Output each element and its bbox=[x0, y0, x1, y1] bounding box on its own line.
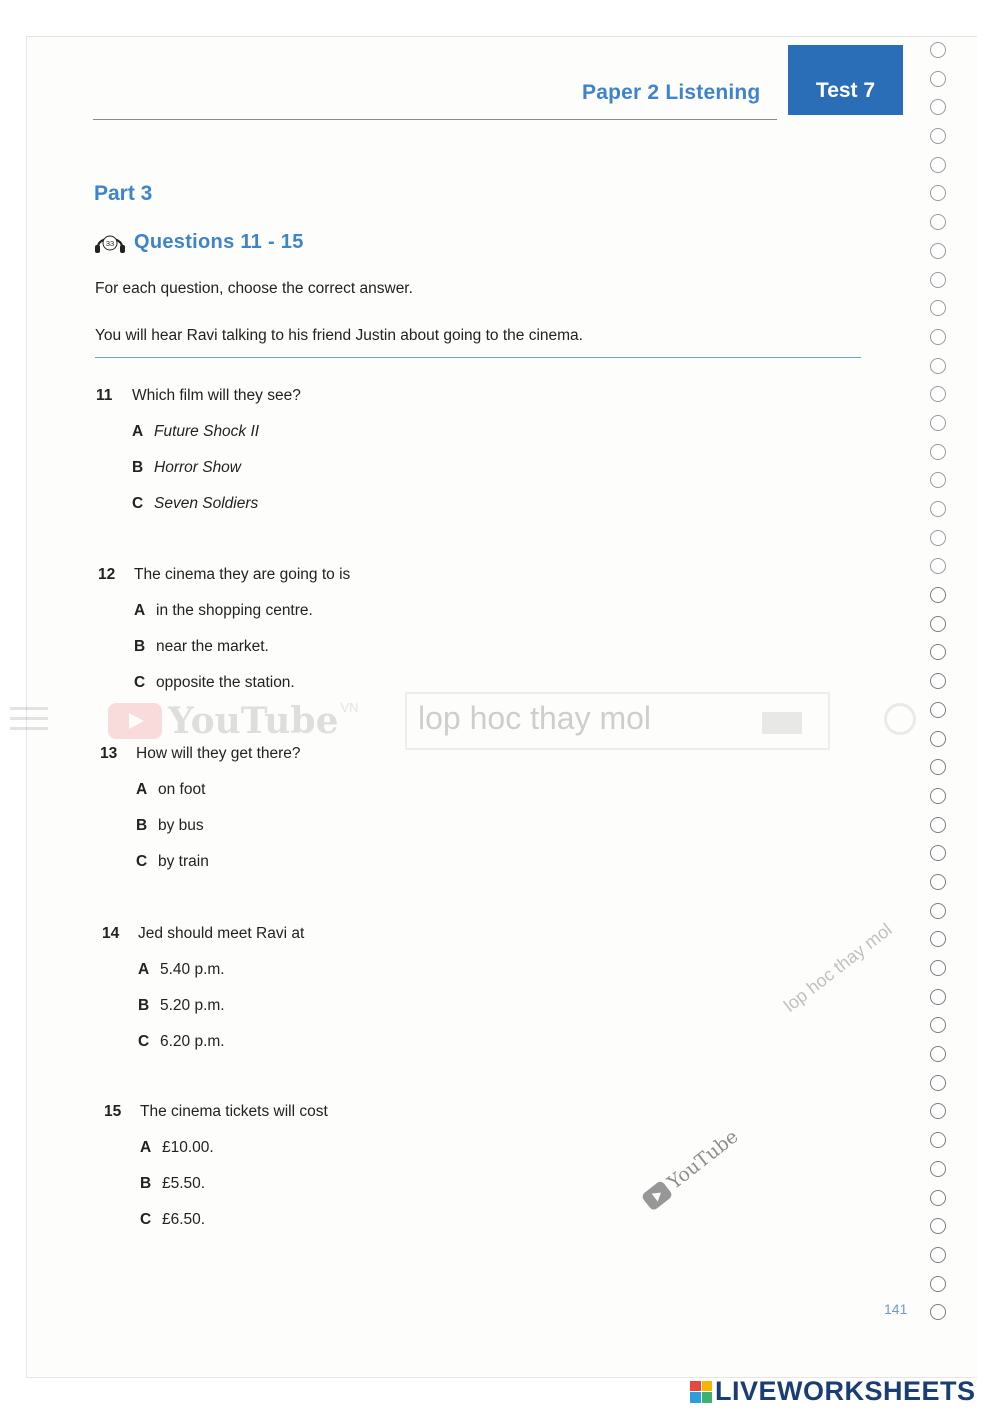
option-text: £5.50. bbox=[162, 1175, 206, 1192]
binding-ring bbox=[930, 157, 946, 173]
question-stem: Jed should meet Ravi at bbox=[138, 925, 305, 942]
question-number: 13 bbox=[100, 745, 118, 762]
option-b[interactable] bbox=[136, 817, 301, 853]
question-number: 12 bbox=[98, 566, 116, 583]
option-c[interactable] bbox=[140, 1211, 328, 1247]
keyboard-icon bbox=[762, 712, 802, 734]
binding-ring bbox=[930, 960, 946, 976]
binding-ring bbox=[930, 1276, 946, 1292]
diagonal-watermark-text: lop hoc thay mol bbox=[780, 919, 896, 1016]
binding-ring bbox=[930, 1017, 946, 1033]
question-number: 15 bbox=[104, 1103, 122, 1120]
option-letter: C bbox=[138, 1033, 150, 1050]
option-text: £10.00. bbox=[162, 1139, 214, 1156]
instruction-line: For each question, choose the correct answer. bbox=[95, 280, 413, 297]
question-number: 14 bbox=[102, 925, 120, 942]
binding-ring bbox=[930, 644, 946, 660]
binding-ring bbox=[930, 587, 946, 603]
binding-ring bbox=[930, 300, 946, 316]
option-letter: B bbox=[134, 638, 146, 655]
question-stem: Which film will they see? bbox=[132, 387, 301, 404]
headphones-audio-icon[interactable] bbox=[94, 229, 126, 255]
binding-ring bbox=[930, 1218, 946, 1234]
option-letter: C bbox=[140, 1211, 152, 1228]
option-text: 5.40 p.m. bbox=[160, 961, 225, 978]
binding-ring bbox=[930, 1190, 946, 1206]
option-text: £6.50. bbox=[162, 1211, 206, 1228]
liveworksheets-brand[interactable] bbox=[690, 1376, 976, 1407]
option-b[interactable] bbox=[138, 997, 304, 1033]
binding-ring bbox=[930, 903, 946, 919]
option-text: in the shopping centre. bbox=[156, 602, 313, 619]
option-text: opposite the station. bbox=[156, 674, 295, 691]
option-text: near the market. bbox=[156, 638, 269, 655]
binding-ring bbox=[930, 1161, 946, 1177]
question-13 bbox=[100, 745, 301, 889]
binding-ring bbox=[930, 1132, 946, 1148]
binding-ring bbox=[930, 272, 946, 288]
option-b[interactable] bbox=[134, 638, 350, 674]
context-line: You will hear Ravi talking to his friend Justin about going to the cinema. bbox=[95, 327, 583, 344]
question-14 bbox=[102, 925, 304, 1069]
binding-ring bbox=[930, 874, 946, 890]
option-a[interactable] bbox=[134, 602, 350, 638]
binding-ring bbox=[930, 731, 946, 747]
option-text: Horror Show bbox=[154, 459, 241, 476]
option-c[interactable] bbox=[132, 495, 301, 531]
binding-ring bbox=[930, 1075, 946, 1091]
binding-ring bbox=[930, 931, 946, 947]
option-letter: A bbox=[138, 961, 150, 978]
section-title: Paper 2 Listening bbox=[582, 81, 761, 104]
binding-ring bbox=[930, 415, 946, 431]
option-letter: C bbox=[132, 495, 144, 512]
binding-ring bbox=[930, 673, 946, 689]
youtube-logo-text: YouTube bbox=[663, 1125, 743, 1194]
binding-ring bbox=[930, 1046, 946, 1062]
question-stem: The cinema tickets will cost bbox=[140, 1103, 328, 1120]
option-a[interactable] bbox=[136, 781, 301, 817]
binding-ring bbox=[930, 845, 946, 861]
question-stem: How will they get there? bbox=[136, 745, 301, 762]
option-letter: B bbox=[136, 817, 148, 834]
test-tab: Test 7 bbox=[788, 45, 903, 115]
option-b[interactable] bbox=[140, 1175, 328, 1211]
search-icon bbox=[884, 703, 916, 735]
binding-ring bbox=[930, 329, 946, 345]
option-text: Seven Soldiers bbox=[154, 495, 259, 512]
part-title: Part 3 bbox=[94, 182, 153, 205]
option-letter: C bbox=[134, 674, 146, 691]
spiral-binding bbox=[930, 42, 952, 1333]
binding-ring bbox=[930, 558, 946, 574]
binding-ring bbox=[930, 99, 946, 115]
menu-icon bbox=[10, 707, 48, 737]
option-text: on foot bbox=[158, 781, 206, 798]
question-11 bbox=[96, 387, 301, 531]
binding-ring bbox=[930, 243, 946, 259]
binding-ring bbox=[930, 530, 946, 546]
option-letter: A bbox=[134, 602, 146, 619]
youtube-logo-text: YouTube bbox=[168, 700, 339, 742]
option-letter: C bbox=[136, 853, 148, 870]
binding-ring bbox=[930, 989, 946, 1005]
youtube-watermark bbox=[108, 700, 359, 742]
binding-ring bbox=[930, 185, 946, 201]
binding-ring bbox=[930, 1247, 946, 1263]
binding-ring bbox=[930, 501, 946, 517]
option-text: by train bbox=[158, 853, 209, 870]
option-text: 6.20 p.m. bbox=[160, 1033, 225, 1050]
youtube-play-icon bbox=[108, 703, 162, 739]
option-text: Future Shock II bbox=[154, 423, 260, 440]
question-15 bbox=[104, 1103, 328, 1247]
liveworksheets-logo-icon bbox=[690, 1381, 712, 1403]
option-letter: A bbox=[132, 423, 144, 440]
page-number: 141 bbox=[884, 1301, 908, 1317]
option-letter: A bbox=[140, 1139, 152, 1156]
header-divider bbox=[93, 119, 777, 120]
binding-ring bbox=[930, 788, 946, 804]
audio-track-number: 33 bbox=[105, 239, 115, 248]
option-letter: A bbox=[136, 781, 148, 798]
option-c[interactable] bbox=[136, 853, 301, 889]
question-stem: The cinema they are going to is bbox=[134, 566, 351, 583]
brand-name: LIVEWORKSHEETS bbox=[715, 1376, 976, 1406]
binding-ring bbox=[930, 71, 946, 87]
question-number: 11 bbox=[96, 387, 113, 404]
option-a[interactable] bbox=[138, 961, 304, 997]
option-text: 5.20 p.m. bbox=[160, 997, 225, 1014]
question-12 bbox=[98, 566, 350, 710]
option-text: by bus bbox=[158, 817, 204, 834]
binding-ring bbox=[930, 1304, 946, 1320]
option-letter: B bbox=[140, 1175, 152, 1192]
binding-ring bbox=[930, 472, 946, 488]
binding-ring bbox=[930, 616, 946, 632]
binding-ring bbox=[930, 759, 946, 775]
binding-ring bbox=[930, 128, 946, 144]
binding-ring bbox=[930, 817, 946, 833]
search-watermark-text: lop hoc thay mol bbox=[418, 700, 652, 736]
binding-ring bbox=[930, 358, 946, 374]
option-letter: B bbox=[132, 459, 144, 476]
questions-title: Questions 11 - 15 bbox=[134, 230, 304, 253]
binding-ring bbox=[930, 444, 946, 460]
instructions-divider bbox=[95, 357, 861, 358]
binding-ring bbox=[930, 214, 946, 230]
option-b[interactable] bbox=[132, 459, 301, 495]
questions-heading bbox=[94, 229, 304, 255]
binding-ring bbox=[930, 42, 946, 58]
binding-ring bbox=[930, 386, 946, 402]
option-letter: B bbox=[138, 997, 150, 1014]
option-a[interactable] bbox=[140, 1139, 328, 1175]
option-a[interactable] bbox=[132, 423, 301, 459]
option-c[interactable] bbox=[138, 1033, 304, 1069]
youtube-region: VN bbox=[340, 700, 359, 715]
binding-ring bbox=[930, 702, 946, 718]
binding-ring bbox=[930, 1103, 946, 1119]
